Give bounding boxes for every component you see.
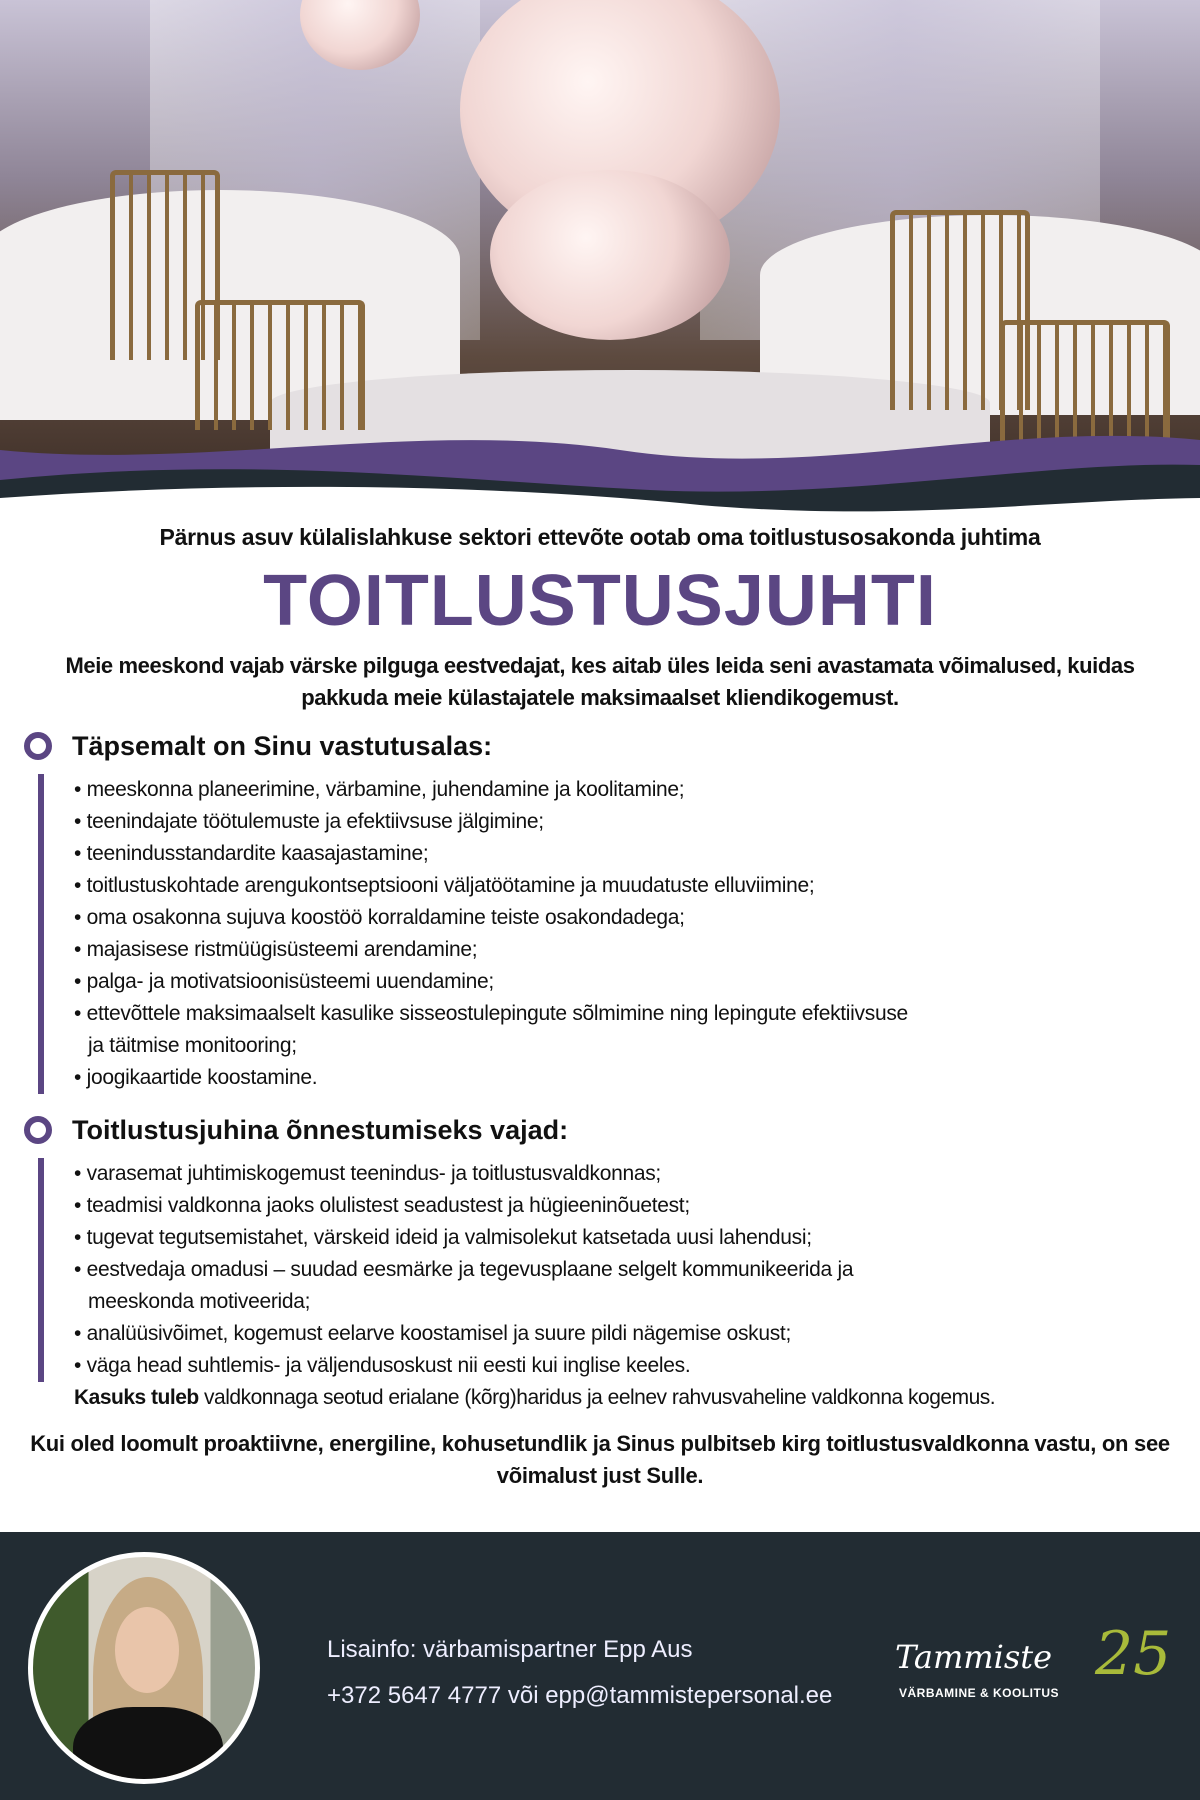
page-subtitle: Pärnus asuv külalislahkuse sektori ettevõte ootab oma toitlustusosakonda juhtima bbox=[159, 524, 1041, 550]
list-item: • eestvedaja omadusi – suudad eesmärke ja tegevusplaane selgelt kommunikeerida ja bbox=[74, 1254, 1178, 1286]
logo-tagline: VÄRBAMINE & KOOLITUS bbox=[899, 1686, 1059, 1700]
list-item: • varasemat juhtimiskogemust teenindus- ja toitlustusvaldkonnas; bbox=[74, 1158, 1178, 1190]
contact-name: Lisainfo: värbamispartner Epp Aus bbox=[327, 1636, 693, 1663]
list-item: • teadmisi valdkonna jaoks olulistest seadustest ja hügieeninõuetest; bbox=[74, 1190, 1178, 1222]
list-item-continuation: meeskonda motiveerida; bbox=[88, 1290, 311, 1313]
section-heading-responsibilities bbox=[24, 728, 1200, 764]
list-item: • joogikaartide koostamine. bbox=[74, 1062, 1178, 1094]
bonus-label: Kasuks tuleb bbox=[74, 1386, 199, 1409]
circle-bullet-icon bbox=[24, 732, 52, 760]
bonus-text bbox=[74, 1382, 1194, 1414]
flower-arrangement bbox=[490, 170, 730, 340]
responsibilities-list bbox=[38, 774, 1178, 1094]
list-item-continuation: ja täitmise monitooring; bbox=[88, 1034, 297, 1057]
contact-info bbox=[327, 1627, 832, 1719]
intro-text: Meie meeskond vajab värske pilguga eestvedajat, kes aitab üles leida seni avastamata võimalused, kuidas pakkuda meie külastajatele maksimaalset kliendikogemust. bbox=[65, 653, 1135, 710]
main-content bbox=[0, 522, 1200, 1526]
contact-phone-email[interactable]: +372 5647 4777 või epp@tammistepersonal.ee bbox=[327, 1682, 833, 1709]
decorative-wave bbox=[0, 410, 1200, 520]
list-item: • ettevõttele maksimaalselt kasulike sisseostulepingute sõlmimine ning lepingute efektiivsuse bbox=[74, 998, 1178, 1030]
logo-number: 25 bbox=[1095, 1619, 1172, 1689]
list-item: • palga- ja motivatsioonisüsteemi uuendamine; bbox=[74, 966, 1178, 998]
bonus-detail: valdkonnaga seotud erialane (kõrg)haridus ja eelnev rahvusvaheline valdkonna kogemus. bbox=[198, 1386, 996, 1409]
list-item: • majasisese ristmüügisüsteemi arendamine; bbox=[74, 934, 1178, 966]
list-item: • analüüsivõimet, kogemust eelarve koostamisel ja suure pildi nägemise oskust; bbox=[74, 1318, 1178, 1350]
list-item: • meeskonna planeerimine, värbamine, juhendamine ja koolitamine; bbox=[74, 774, 1178, 806]
requirements-list bbox=[38, 1158, 1178, 1382]
section-title: Toitlustusjuhina õnnestumiseks vajad: bbox=[72, 1115, 569, 1145]
company-logo bbox=[895, 1619, 1185, 1717]
list-item: • teenindajate töötulemuste ja efektiivsuse jälgimine; bbox=[74, 806, 1178, 838]
recruiter-avatar bbox=[28, 1552, 260, 1784]
list-item: • oma osakonna sujuva koostöö korraldamine teiste osakondadega; bbox=[74, 902, 1178, 934]
section-title: Täpsemalt on Sinu vastutusalas: bbox=[72, 731, 493, 761]
section-heading-requirements bbox=[24, 1112, 1200, 1148]
circle-bullet-icon bbox=[24, 1116, 52, 1144]
logo-script: Tammiste bbox=[895, 1638, 1053, 1676]
list-item: • toitlustuskohtade arengukontseptsiooni väljatöötamine ja muudatuste elluviimine; bbox=[74, 870, 1178, 902]
list-item: • teenindusstandardite kaasajastamine; bbox=[74, 838, 1178, 870]
footer bbox=[0, 1532, 1200, 1800]
page-title: TOITLUSTUSJUHTI bbox=[263, 561, 937, 641]
list-item: • väga head suhtlemis- ja väljendusoskust nii eesti kui inglise keeles. bbox=[74, 1350, 1178, 1382]
list-item: • tugevat tegutsemistahet, värskeid ideid ja valmisolekut katsetada uusi lahendusi; bbox=[74, 1222, 1178, 1254]
closing-text: Kui oled loomult proaktiivne, energiline, kohusetundlik ja Sinus pulbitseb kirg toitlustusvaldkonna vastu, on see võimalust just Sulle. bbox=[30, 1431, 1170, 1488]
